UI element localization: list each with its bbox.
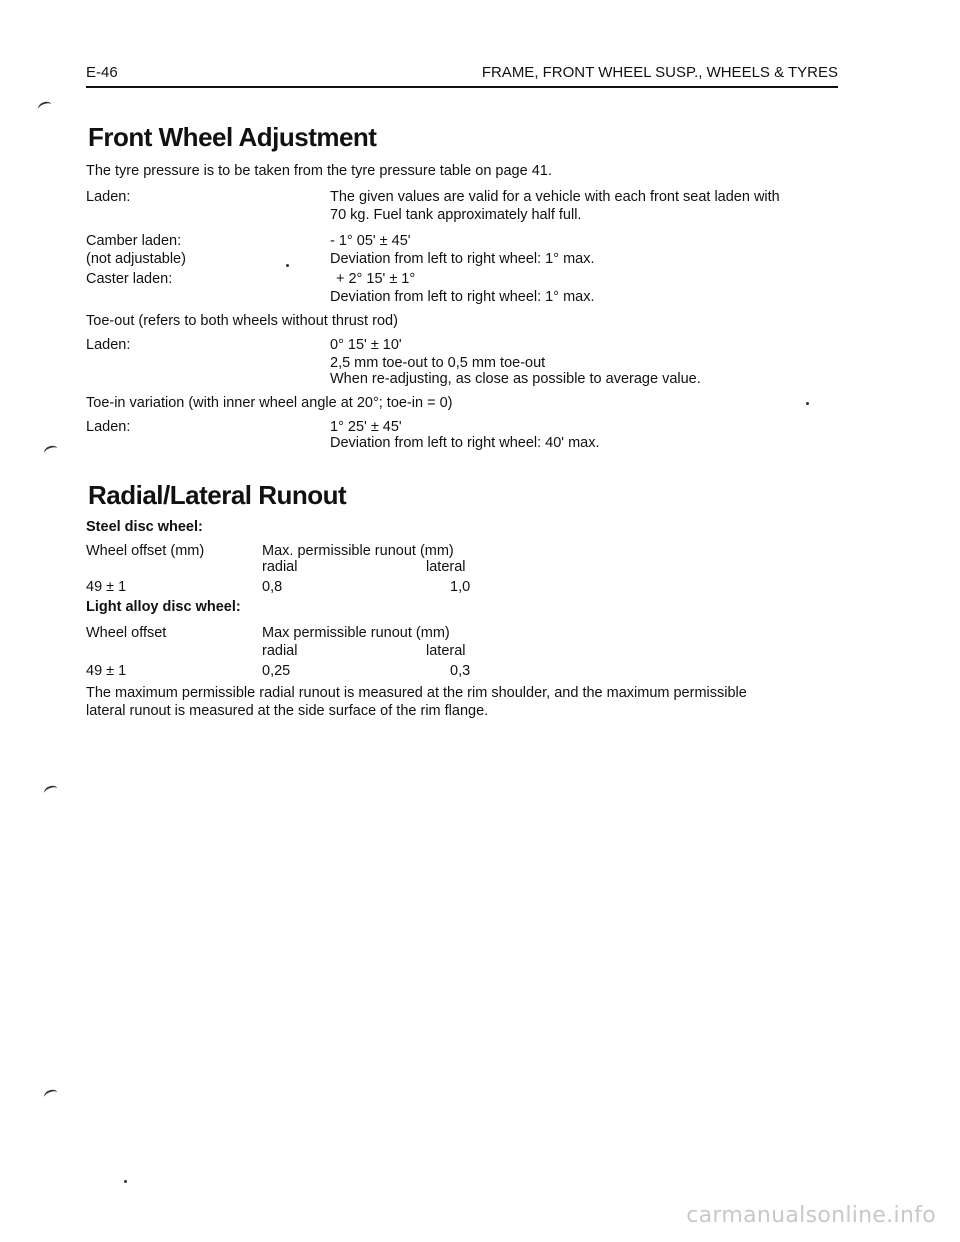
toeout-range: 2,5 mm toe-out to 0,5 mm toe-out xyxy=(330,355,546,371)
steel-offset-label: Wheel offset (mm) xyxy=(86,543,205,559)
scan-dot xyxy=(806,402,809,405)
scan-dot xyxy=(124,1180,127,1183)
front-wheel-title: Front Wheel Adjustment xyxy=(88,122,377,152)
runout-note-line-2: lateral runout is measured at the side surface of the rim flange. xyxy=(86,703,489,719)
toeout-heading: Toe-out (refers to both wheels without thrust rod) xyxy=(86,313,398,329)
alloy-heading: Light alloy disc wheel: xyxy=(86,599,241,615)
steel-runout-label: Max. permissible runout (mm) xyxy=(262,543,454,559)
runout-note-line-1: The maximum permissible radial runout is measured at the rim shoulder, and the maximum permissible xyxy=(86,685,747,701)
page-number: E-46 xyxy=(86,64,118,81)
page-header xyxy=(86,62,838,88)
steel-radial-value: 0,8 xyxy=(262,579,283,595)
margin-mark-icon xyxy=(37,100,54,114)
alloy-lateral-label: lateral xyxy=(426,643,466,659)
toeout-note: When re-adjusting, as close as possible to average value. xyxy=(330,371,701,387)
margin-mark-icon xyxy=(43,1088,60,1102)
camber-sublabel: (not adjustable) xyxy=(86,251,186,267)
steel-lateral-label: lateral xyxy=(426,559,466,575)
runout-title: Radial/Lateral Runout xyxy=(88,480,347,510)
alloy-lateral-value: 0,3 xyxy=(450,663,471,679)
steel-offset-value: 49 ± 1 xyxy=(86,579,127,595)
camber-label: Camber laden: xyxy=(86,233,182,249)
camber-value: - 1° 05' ± 45' xyxy=(330,233,411,249)
alloy-offset-value: 49 ± 1 xyxy=(86,663,127,679)
margin-mark-icon xyxy=(43,784,60,798)
laden-value-1: The given values are valid for a vehicle with each front seat laden with xyxy=(330,189,780,205)
alloy-radial-value: 0,25 xyxy=(262,663,291,679)
toein-deviation: Deviation from left to right wheel: 40' max. xyxy=(330,435,600,451)
steel-lateral-value: 1,0 xyxy=(450,579,471,595)
caster-deviation: Deviation from left to right wheel: 1° max. xyxy=(330,289,595,305)
caster-value: + 2° 15' ± 1° xyxy=(336,271,416,287)
toein-label: Laden: xyxy=(86,419,131,435)
caster-label: Caster laden: xyxy=(86,271,173,287)
toein-value: 1° 25' ± 45' xyxy=(330,419,402,435)
margin-mark-icon xyxy=(43,444,60,458)
toeout-value: 0° 15' ± 10' xyxy=(330,337,402,353)
section-title: FRAME, FRONT WHEEL SUSP., WHEELS & TYRES xyxy=(481,64,838,81)
laden-label: Laden: xyxy=(86,189,131,205)
watermark: carmanualsonline.info xyxy=(686,1203,936,1228)
steel-radial-label: radial xyxy=(262,559,298,575)
intro-text: The tyre pressure is to be taken from the tyre pressure table on page 41. xyxy=(86,163,552,179)
laden-value-2: 70 kg. Fuel tank approximately half full. xyxy=(330,207,582,223)
steel-heading: Steel disc wheel: xyxy=(86,519,203,535)
toein-heading: Toe-in variation (with inner wheel angle at 20°; toe-in = 0) xyxy=(86,395,453,411)
camber-deviation: Deviation from left to right wheel: 1° max. xyxy=(330,251,595,267)
scan-dot xyxy=(286,264,289,267)
alloy-runout-label: Max permissible runout (mm) xyxy=(262,625,450,641)
toeout-label: Laden: xyxy=(86,337,131,353)
alloy-offset-label: Wheel offset xyxy=(86,625,167,641)
alloy-radial-label: radial xyxy=(262,643,298,659)
